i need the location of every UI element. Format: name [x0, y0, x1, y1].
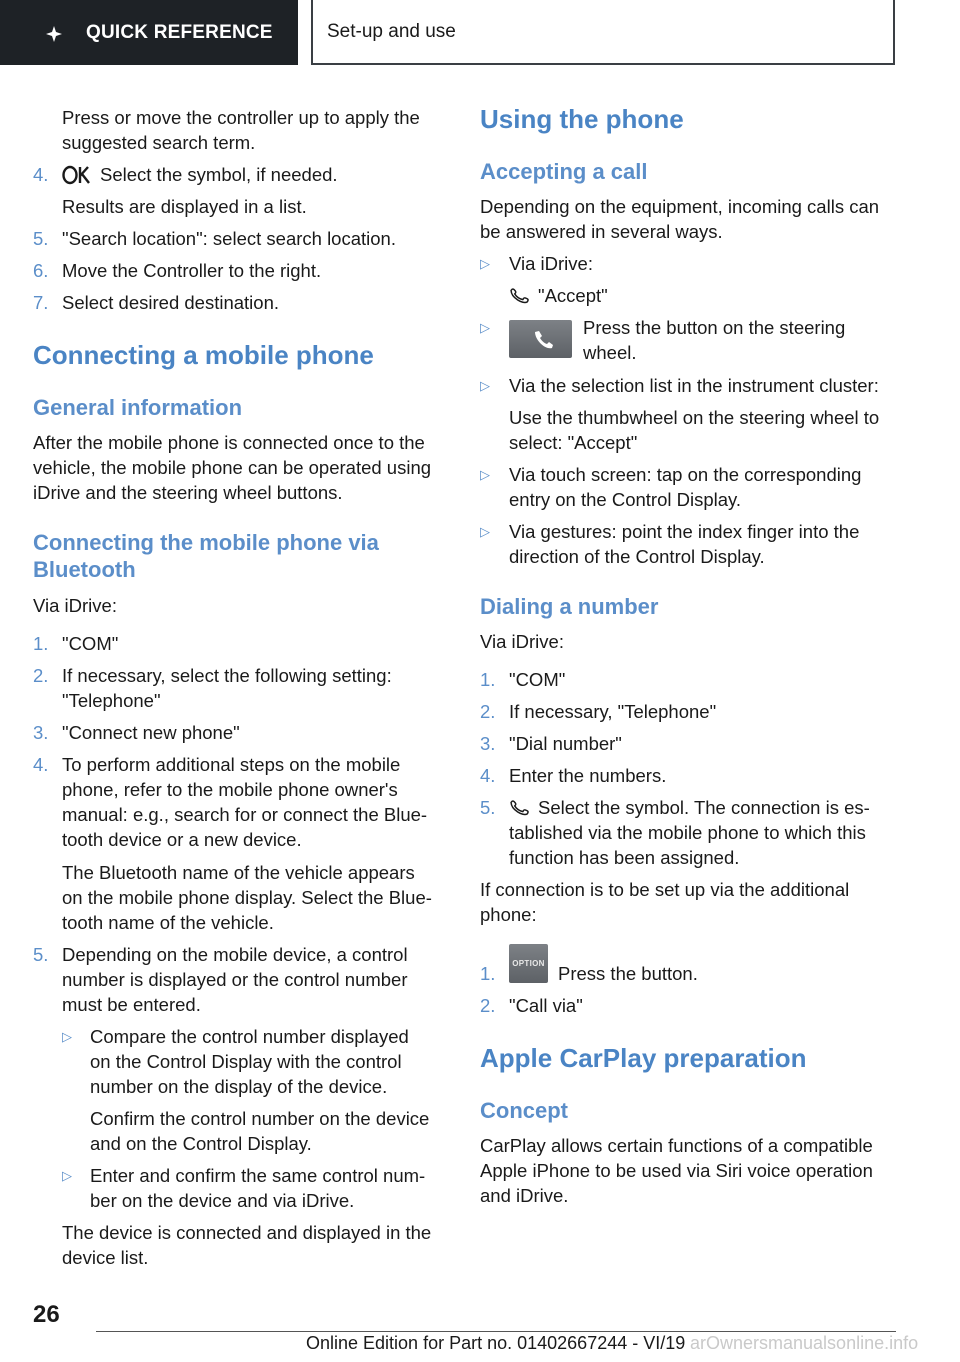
- bullet-text: entry on the Control Display.: [509, 489, 742, 510]
- section-label: Set-up and use: [327, 20, 456, 42]
- step-number: 4.: [33, 754, 49, 775]
- sparkle-icon: [44, 25, 64, 43]
- bullet-triangle-icon: ▷: [480, 378, 490, 393]
- phone-handset-icon: [509, 797, 531, 817]
- paragraph-line: If connection is to be set up via the additional: [480, 879, 850, 900]
- footer-divider: [96, 1331, 896, 1332]
- heading-bluetooth: Connecting the mobile phone via: [33, 530, 379, 555]
- step-text: Move the Controller to the right.: [62, 260, 322, 281]
- step-text: Press the button.: [558, 963, 698, 984]
- step-text: Depending on the mobile device, a control: [62, 944, 408, 965]
- paragraph-line: and iDrive.: [480, 1185, 569, 1206]
- step-text: function has been assigned.: [509, 847, 740, 868]
- intro-line: suggested search term.: [62, 132, 256, 153]
- bullet-triangle-icon: ▷: [480, 467, 490, 482]
- step-number: 3.: [33, 722, 49, 743]
- paragraph-line: The device is connected and displayed in the: [62, 1222, 432, 1243]
- bullet-sub-text: Use the thumbwheel on the steering wheel to: [509, 407, 880, 428]
- step-text: Select desired destination.: [62, 292, 279, 313]
- bullet-text: Compare the control number displayed: [90, 1026, 409, 1047]
- step-text: To perform additional steps on the mobile: [62, 754, 401, 775]
- step-text: manual: e.g., search for or connect the Blue‐: [62, 804, 428, 825]
- step-text: "COM": [509, 669, 566, 690]
- footer-edition: Online Edition for Part no. 01402667244 - VI/19: [306, 1333, 686, 1353]
- bullet-text: wheel.: [583, 342, 637, 363]
- step-text: phone, refer to the mobile phone owner's: [62, 779, 398, 800]
- bullet-text: Via touch screen: tap on the corresponding: [509, 464, 862, 485]
- ok-icon: [62, 165, 92, 185]
- paragraph-line: device list.: [62, 1247, 149, 1268]
- step-number: 1.: [33, 633, 49, 654]
- bullet-triangle-icon: ▷: [480, 320, 490, 335]
- bullet-text: Via gestures: point the index finger into the: [509, 521, 860, 542]
- option-button-image: [509, 944, 548, 983]
- step-number: 7.: [33, 292, 49, 313]
- step-sub-text: The Bluetooth name of the vehicle appears: [62, 862, 415, 883]
- intro-line: Press or move the controller up to apply the: [62, 107, 420, 128]
- paragraph-line: be answered in several ways.: [480, 221, 723, 242]
- step-text: tooth device or a new device.: [62, 829, 302, 850]
- paragraph-line: Apple iPhone to be used via Siri voice operation: [480, 1160, 873, 1181]
- paragraph-line: CarPlay allows certain functions of a compatible: [480, 1135, 873, 1156]
- section-tab[interactable]: [311, 0, 895, 65]
- heading-accepting-a-call: Accepting a call: [480, 159, 648, 184]
- step-text: If necessary, "Telephone": [509, 701, 717, 722]
- step-text: "Connect new phone": [62, 722, 240, 743]
- step-text: "Search location": select search location.: [62, 228, 396, 249]
- step-text: Select the symbol. The connection is es‐: [538, 797, 870, 818]
- step-text: Select the symbol, if needed.: [100, 164, 338, 185]
- bullet-triangle-icon: ▷: [62, 1029, 72, 1044]
- step-number: 3.: [480, 733, 496, 754]
- step-number: 5.: [480, 797, 496, 818]
- bullet-text: direction of the Control Display.: [509, 546, 765, 567]
- step-text: "Call via": [509, 995, 583, 1016]
- paragraph-line: After the mobile phone is connected once to the: [33, 432, 425, 453]
- heading-connecting-mobile-phone: Connecting a mobile phone: [33, 340, 374, 370]
- bullet-text: Via the selection list in the instrument cluster:: [509, 375, 879, 396]
- step-number: 2.: [33, 665, 49, 686]
- bullet-text: number on the display of the device.: [90, 1076, 388, 1097]
- bullet-sub-text: and on the Control Display.: [90, 1133, 312, 1154]
- step-number: 4.: [33, 164, 49, 185]
- step-text: number is displayed or the control number: [62, 969, 408, 990]
- bullet-sub-text: Confirm the control number on the device: [90, 1108, 430, 1129]
- bullet-sub-text: select: "Accept": [509, 432, 638, 453]
- phone-handset-icon: [509, 285, 531, 305]
- heading-using-the-phone: Using the phone: [480, 104, 684, 134]
- step-sub-text: Results are displayed in a list.: [62, 196, 307, 217]
- bullet-text: on the Control Display with the control: [90, 1051, 402, 1072]
- step-number: 1.: [480, 669, 496, 690]
- step-text: Enter the numbers.: [509, 765, 667, 786]
- quick-reference-tab[interactable]: [0, 0, 298, 65]
- paragraph-line: Via iDrive:: [33, 595, 117, 616]
- bullet-triangle-icon: ▷: [480, 524, 490, 539]
- heading-concept: Concept: [480, 1098, 568, 1123]
- heading-bluetooth: Bluetooth: [33, 557, 136, 582]
- step-number: 1.: [480, 963, 496, 984]
- heading-dialing-a-number: Dialing a number: [480, 594, 659, 619]
- step-number: 2.: [480, 995, 496, 1016]
- step-text: must be entered.: [62, 994, 201, 1015]
- watermark: arOwnersmanualsonline.info: [690, 1333, 919, 1353]
- quick-reference-label: QUICK REFERENCE: [86, 21, 273, 43]
- heading-apple-carplay-preparation: Apple CarPlay preparation: [480, 1043, 807, 1073]
- step-sub-text: tooth name of the vehicle.: [62, 912, 274, 933]
- step-number: 2.: [480, 701, 496, 722]
- bullet-sub-text: "Accept": [538, 285, 608, 306]
- step-text: tablished via the mobile phone to which this: [509, 822, 866, 843]
- bullet-text: Enter and confirm the same control num‐: [90, 1165, 426, 1186]
- paragraph-line: Via iDrive:: [480, 631, 564, 652]
- step-number: 4.: [480, 765, 496, 786]
- bullet-text: ber on the device and via iDrive.: [90, 1190, 355, 1211]
- paragraph-line: phone:: [480, 904, 537, 925]
- paragraph-line: iDrive and the steering wheel buttons.: [33, 482, 343, 503]
- bullet-triangle-icon: ▷: [480, 256, 490, 271]
- step-number: 5.: [33, 944, 49, 965]
- page-number: 26: [33, 1301, 60, 1328]
- heading-general-information: General information: [33, 395, 243, 420]
- bullet-text: Press the button on the steering: [583, 317, 846, 338]
- step-text: "Telephone": [62, 690, 161, 711]
- step-number: 5.: [33, 228, 49, 249]
- step-text: "COM": [62, 633, 119, 654]
- phone-handset-icon: [509, 320, 572, 358]
- step-text: If necessary, select the following setting:: [62, 665, 392, 686]
- step-text: "Dial number": [509, 733, 622, 754]
- steering-wheel-phone-button: [509, 320, 572, 358]
- bullet-triangle-icon: ▷: [62, 1168, 72, 1183]
- page-header: [0, 0, 960, 66]
- bullet-text: Via iDrive:: [509, 253, 593, 274]
- paragraph-line: Depending on the equipment, incoming calls can: [480, 196, 880, 217]
- paragraph-line: vehicle, the mobile phone can be operated using: [33, 457, 432, 478]
- step-number: 6.: [33, 260, 49, 281]
- step-sub-text: on the mobile phone display. Select the Blue‐: [62, 887, 432, 908]
- option-label: OPTION: [512, 959, 545, 968]
